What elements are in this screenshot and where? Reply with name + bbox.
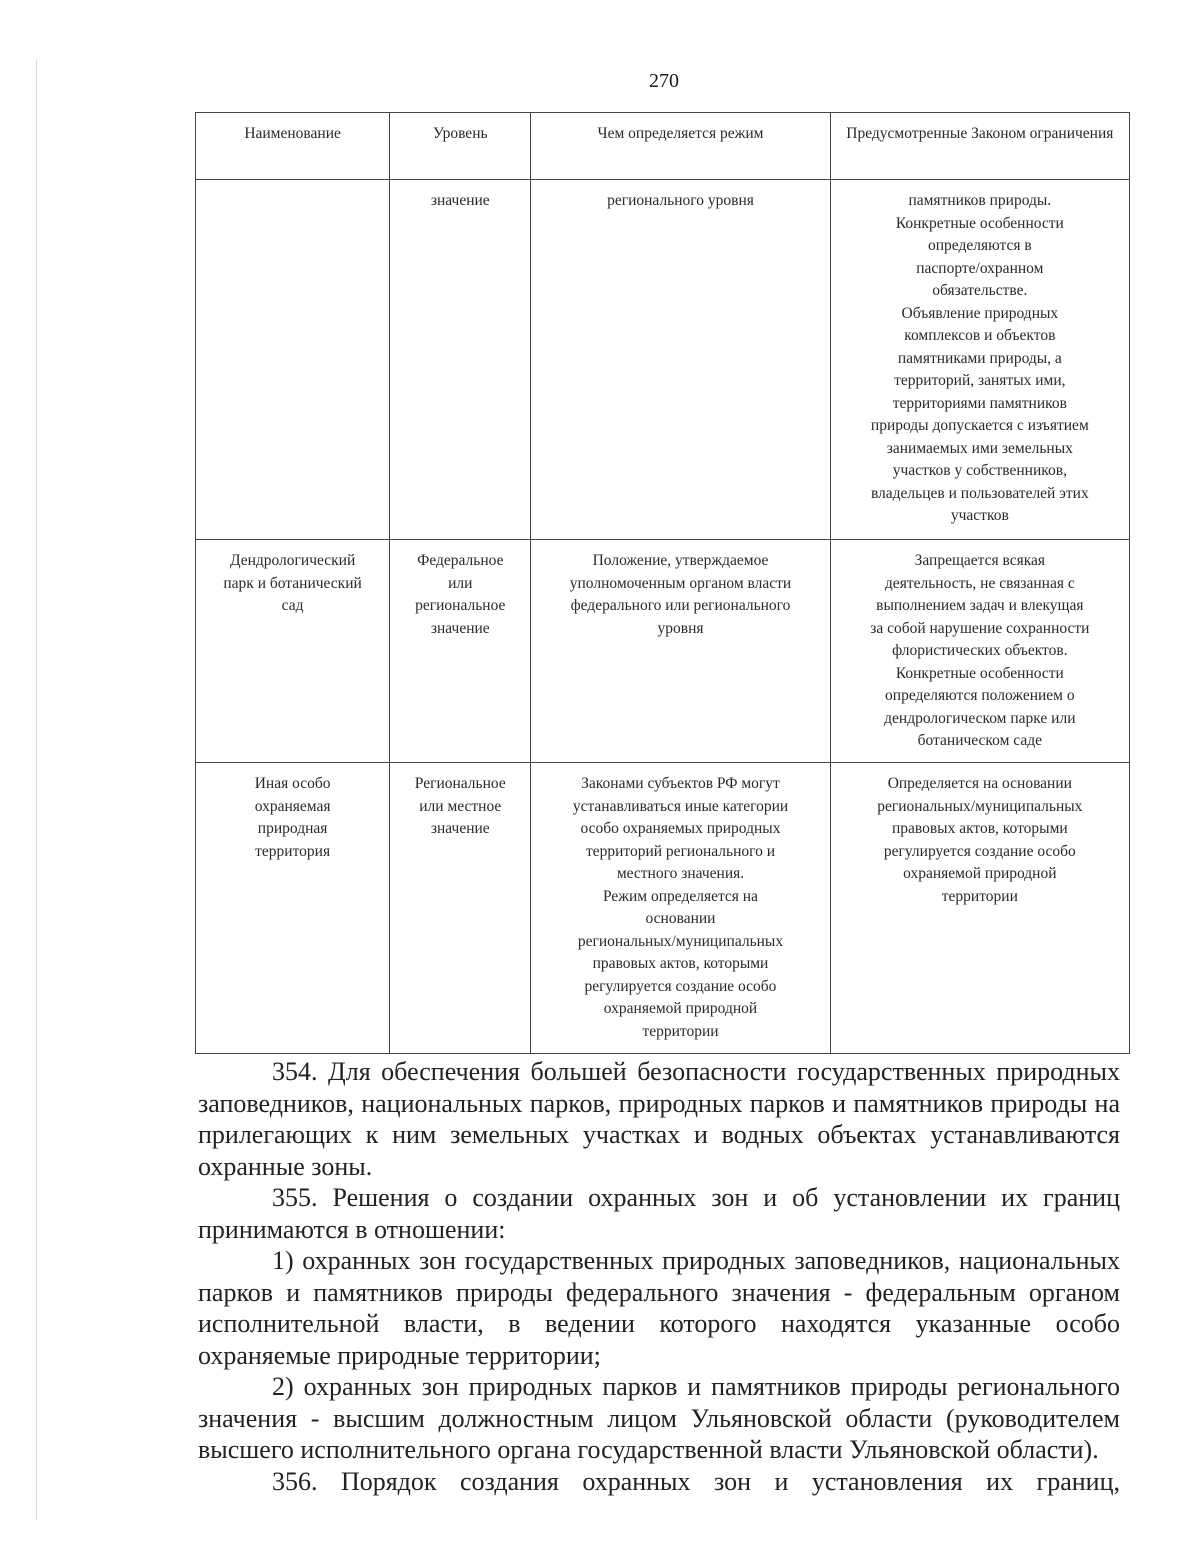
paragraph-354: 354. Для обеспечения большей безопасности государственных природных заповедников, национальных парков, природных парков и памятников природы на прилегающих к ним земельных участках и водных объектах устанавливаются охранные зоны. (198, 1057, 1120, 1181)
body-text (198, 1056, 1120, 1497)
cell-regime: Законами субъектов РФ могут устанавливаться иные категории особо охраняемых природных территорий регионального и местного значения. Режим определяется на основании региональных/муниципальных правовых актов, которыми регулируется создание особо охраняемой природной территории (531, 763, 830, 1054)
table-row (196, 540, 1130, 763)
list-item-2: 2) охранных зон природных парков и памятников природы регионального значения - высшим должностным лицом Ульяновской области (руководителем высшего исполнительного органа государственной власти Ульяновской области). (198, 1372, 1120, 1464)
cell-restrictions: памятников природы. Конкретные особенности определяются в паспорте/охранном обязательстве. Объявление природных комплексов и объектов памятниками природы, а территорий, занятых ими, территориями памятников природы допускается с изъятием занимаемых ими земельных участков у собственников, владельцев и пользователей этих участков (830, 180, 1129, 540)
paragraph-356: 356. Порядок создания охранных зон и установления их границ, (272, 1466, 1120, 1496)
cell-name (196, 180, 390, 540)
cell-level: значение (390, 180, 531, 540)
list-item-1: 1) охранных зон государственных природных заповедников, национальных парков и памятников природы федерального значения - федеральным органом исполнительной власти, в ведении которого находятся указанные особо охраняемые природные территории; (198, 1246, 1120, 1370)
table-row (196, 763, 1130, 1054)
header-level: Уровень (390, 113, 531, 180)
header-name: Наименование (196, 113, 390, 180)
table-row (196, 180, 1130, 540)
cell-restrictions: Запрещается всякая деятельность, не связанная с выполнением задач и влекущая за собой нарушение сохранности флористических объектов. Конкретные особенности определяются положением о дендрологическом парке или ботаническом саде (830, 540, 1129, 763)
header-restrictions: Предусмотренные Законом ограничения (830, 113, 1129, 180)
cell-name: Иная особо охраняемая природная территория (196, 763, 390, 1054)
page-number: 270 (649, 70, 679, 92)
cell-regime: Положение, утверждаемое уполномоченным органом власти федерального или регионального уровня (531, 540, 830, 763)
cell-level: Федеральное или региональное значение (390, 540, 531, 763)
table-header-row (196, 113, 1130, 180)
paragraph-355: 355. Решения о создании охранных зон и об установлении их границ принимаются в отношении: (198, 1183, 1120, 1244)
cell-regime: регионального уровня (531, 180, 830, 540)
cell-level: Региональное или местное значение (390, 763, 531, 1054)
protected-areas-table (195, 112, 1130, 1054)
header-regime: Чем определяется режим (531, 113, 830, 180)
scan-margin-line (36, 60, 37, 1520)
cell-name: Дендрологический парк и ботанический сад (196, 540, 390, 763)
cell-restrictions: Определяется на основании региональных/муниципальных правовых актов, которыми регулируется создание особо охраняемой природной территории (830, 763, 1129, 1054)
